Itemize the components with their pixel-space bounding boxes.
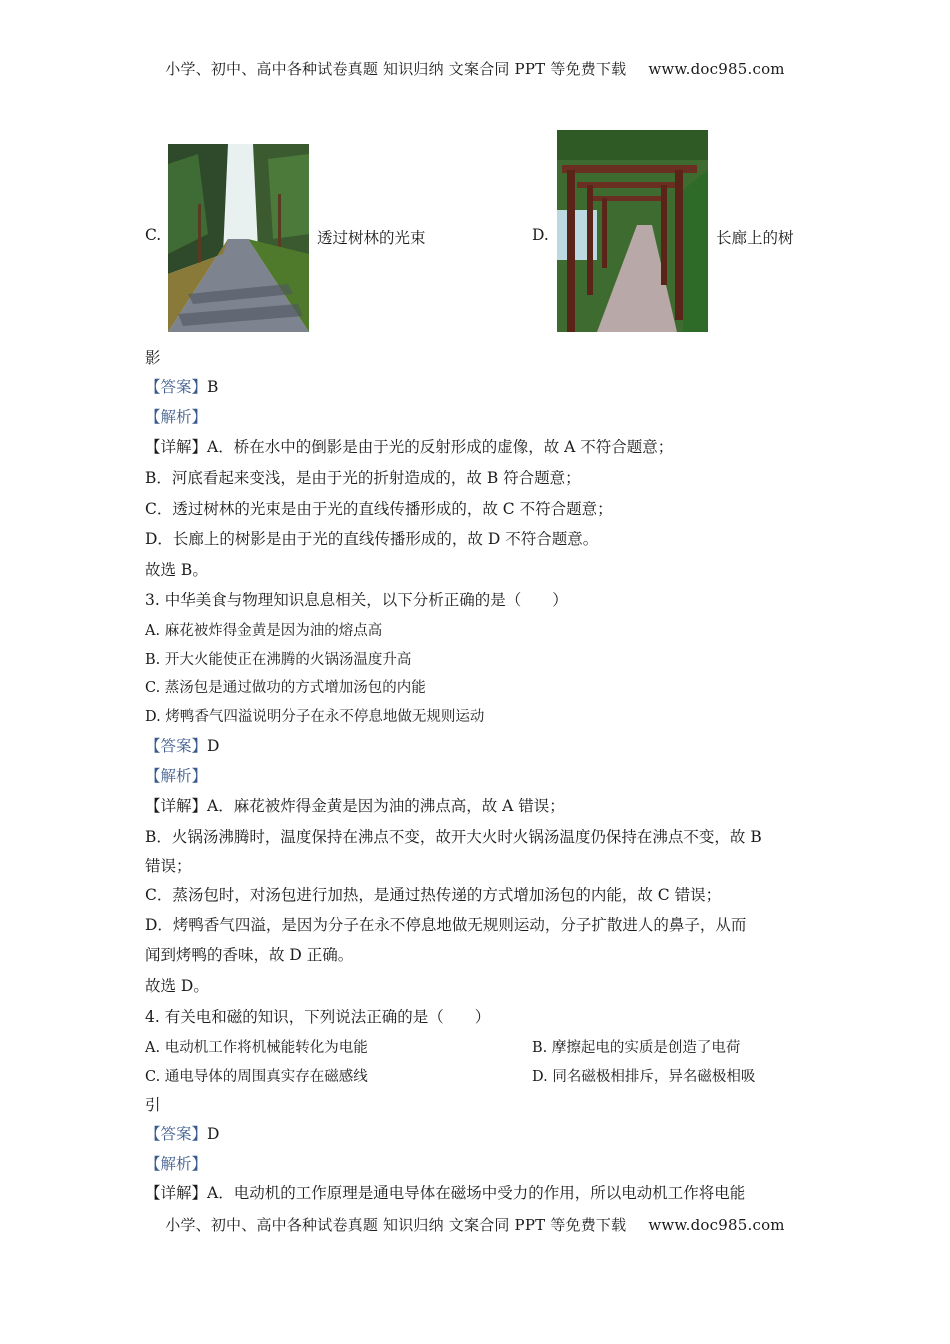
q3-option-d[interactable]: D. 烤鸭香气四溢说明分子在永不停息地做无规则运动 xyxy=(145,709,485,725)
q3-conclusion: 故选 D。 xyxy=(145,977,209,995)
q2-detail-line-4: D．长廊上的树影是由于光的直线传播形成的，故 D 不符合题意。 xyxy=(145,530,599,548)
q4-analysis-tag: 【解析】 xyxy=(145,1155,208,1173)
corridor-shadow-photo xyxy=(557,130,708,332)
q3-detail-line-4: C．蒸汤包时，对汤包进行加热，是通过热传递的方式增加汤包的内能，故 C 错误； xyxy=(145,886,722,904)
q2-conclusion: 故选 B。 xyxy=(145,561,208,579)
q3-answer xyxy=(145,734,219,756)
footer-text: 小学、初中、高中各种试卷真题 知识归纳 文案合同 PPT 等免费下载 xyxy=(165,1216,627,1234)
q3-detail xyxy=(145,794,565,816)
q4-answer-tag: 【答案】 xyxy=(145,1125,208,1143)
q3-analysis-tag: 【解析】 xyxy=(145,767,208,785)
q3-detail-tag: 【详解】 xyxy=(145,797,208,815)
q4-detail-tag: 【详解】 xyxy=(145,1184,208,1202)
q2-detail-line-1: A．桥在水中的倒影是由于光的反射形成的虚像，故 A 不符合题意； xyxy=(207,438,674,456)
q2-answer-value: B xyxy=(207,378,219,396)
q4-option-c[interactable]: C. 通电导体的周围真实存在磁感线 xyxy=(145,1069,368,1085)
q3-detail-line-5: D．烤鸭香气四溢，是因为分子在永不停息地做无规则运动，分子扩散进人的鼻子，从而 xyxy=(145,916,747,934)
q2-answer xyxy=(145,375,218,397)
q2-detail xyxy=(145,435,673,457)
q4-question: 4. 有关电和磁的知识，下列说法正确的是（ ） xyxy=(145,1008,491,1026)
page-header xyxy=(0,58,950,79)
q4-option-d-wrap: 引 xyxy=(145,1096,161,1114)
footer-site[interactable]: www.doc985.com xyxy=(648,1216,785,1234)
option-d-letter: D. xyxy=(532,226,549,244)
q4-detail-line-1: A．电动机的工作原理是通电导体在磁场中受力的作用，所以电动机工作将电能 xyxy=(207,1184,746,1202)
q3-detail-line-2: B．火锅汤沸腾时，温度保持在沸点不变，故开大火时火锅汤温度仍保持在沸点不变，故 B xyxy=(145,828,762,846)
q2-detail-line-3: C．透过树林的光束是由于光的直线传播形成的，故 C 不符合题意； xyxy=(145,500,613,518)
q3-answer-value: D xyxy=(207,737,220,755)
option-d-caption: 长廊上的树 xyxy=(716,229,794,247)
q3-detail-line-3: 错误； xyxy=(145,857,192,875)
q2-analysis-tag: 【解析】 xyxy=(145,408,208,426)
header-site[interactable]: www.doc985.com xyxy=(648,60,785,78)
q3-detail-line-6: 闻到烤鸭的香味，故 D 正确。 xyxy=(145,946,354,964)
option-c-caption: 透过树林的光束 xyxy=(317,229,426,247)
q3-answer-tag: 【答案】 xyxy=(145,737,208,755)
q4-answer-value: D xyxy=(207,1125,220,1143)
page-footer xyxy=(0,1214,950,1235)
q4-answer xyxy=(145,1122,219,1144)
option-c-letter: C. xyxy=(145,226,162,244)
forest-light-photo xyxy=(168,144,309,332)
q3-option-a[interactable]: A. 麻花被炸得金黄是因为油的熔点高 xyxy=(145,623,383,639)
q2-answer-tag: 【答案】 xyxy=(145,378,208,396)
q3-option-b[interactable]: B. 开大火能使正在沸腾的火锅汤温度升高 xyxy=(145,652,412,668)
q3-option-c[interactable]: C. 蒸汤包是通过做功的方式增加汤包的内能 xyxy=(145,680,426,696)
q2-detail-line-2: B．河底看起来变浅，是由于光的折射造成的，故 B 符合题意； xyxy=(145,469,581,487)
q2-detail-tag: 【详解】 xyxy=(145,438,208,456)
q3-detail-line-1: A．麻花被炸得金黄是因为油的沸点高，故 A 错误； xyxy=(207,797,565,815)
q3-question: 3. 中华美食与物理知识息息相关，以下分析正确的是（ ） xyxy=(145,591,568,609)
q4-detail xyxy=(145,1181,745,1203)
header-text: 小学、初中、高中各种试卷真题 知识归纳 文案合同 PPT 等免费下载 xyxy=(165,60,627,78)
q4-option-a[interactable]: A. 电动机工作将机械能转化为电能 xyxy=(145,1040,368,1056)
q4-option-b[interactable]: B. 摩擦起电的实质是创造了电荷 xyxy=(532,1040,741,1056)
q4-option-d[interactable]: D. 同名磁极相排斥，异名磁极相吸 xyxy=(532,1069,756,1085)
option-d-caption-wrap: 影 xyxy=(145,349,161,367)
